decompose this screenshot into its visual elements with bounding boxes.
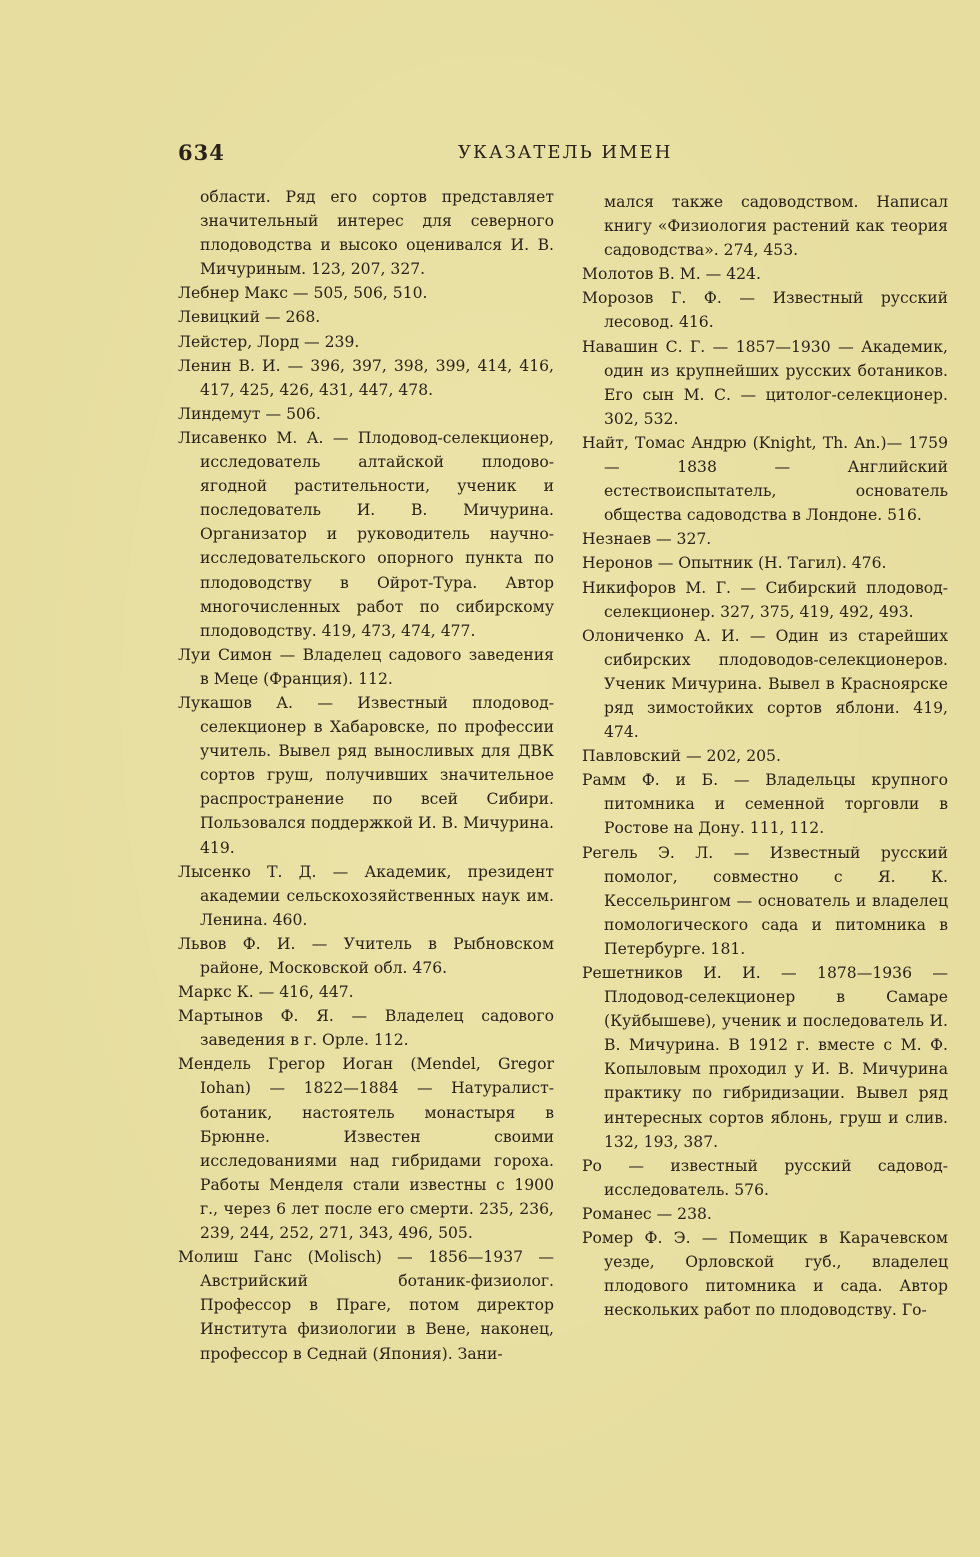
index-entry: Павловский — 202, 205. — [582, 747, 781, 766]
index-entry: Молиш Ганс (Molisch) — 1856—1937 — Австрийский ботаник-физиолог. Профессор в Праге, потом директор Института физиологии в Вене, наконец, профессор в Седнай (Япония). Зани- — [178, 1248, 554, 1363]
index-entry: Маркс К. — 416, 447. — [178, 983, 354, 1002]
index-entry: Мендель Грегор Иоган (Mendel, Gregor Iohan) — 1822—1884 — Натуралист-ботаник, настоятель монастыря в Брюнне. Известен своими исследованиями над гибридами гороха. Работы Менделя стали известны с 1900 г., через 6 лет после его смерти. 235, 236, 239, 244, 252, 271, 343, 496, 505. — [178, 1055, 554, 1243]
index-entry: Лейстер, Лорд — 239. — [178, 332, 360, 351]
index-entry: Лысенко Т. Д. — Академик, президент академии сельскохозяйственных наук им. Ленина. 460. — [178, 862, 554, 929]
page-header — [178, 140, 972, 170]
index-entry: Молотов В. М. — 424. — [582, 265, 761, 284]
index-entry: Лебнер Макс — 505, 506, 510. — [178, 284, 428, 303]
index-entry: Лисавенко М. А. — Плодовод-селекционер, исследователь алтайской плодово-ягодной растительности, ученик и последователь И. В. Мичурина. Организатор и руководитель научно-исследовательского опорного пункта по плодоводству в Ойрот-Тура. Автор многочисленных работ по сибирскому плодоводству. 419, 473, 474, 477. — [178, 428, 554, 640]
index-entry: Найт, Томас Андрю (Knight, Th. An.)— 1759— 1838 — Английский естествоиспытатель, основатель общества садоводства в Лондоне. 516. — [582, 433, 948, 525]
index-entry: Луи Симон — Владелец садового заведения в Меце (Франция). 112. — [178, 645, 554, 688]
index-entry: Морозов Г. Ф. — Известный русский лесовод. 416. — [582, 289, 948, 332]
index-entry: Рамм Ф. и Б. — Владельцы крупного питомника и семенной торговли в Ростове на Дону. 111, 112. — [582, 771, 948, 838]
index-entry: Мартынов Ф. Я. — Владелец садового заведения в г. Орле. 112. — [178, 1007, 554, 1050]
index-entry: Лукашов А. — Известный плодовод-селекционер в Хабаровске, по профессии учитель. Вывел ряд выносливых для ДВК сортов груш, получивших значительное распространение по всей Сибири. Пользовался поддержкой И. В. Мичурина. 419. — [178, 693, 554, 857]
index-entry: Львов Ф. И. — Учитель в Рыбновском районе, Московской обл. 476. — [178, 934, 554, 977]
page-number: 634 — [178, 140, 225, 165]
index-entry: Ленин В. И. — 396, 397, 398, 399, 414, 416, 417, 425, 426, 431, 447, 478. — [178, 356, 554, 399]
index-entry: Олониченко А. И. — Один из старейших сибирских плодоводов-селекционеров. Ученик Мичурина. Вывел в Красноярске ряд зимостойких сортов яблони. 419, 474. — [582, 626, 948, 742]
index-entry: Ромер Ф. Э. — Помещик в Карачевском уезде, Орловской губ., владелец плодового питомника и сада. Автор нескольких работ по плодоводству. Го- — [582, 1229, 948, 1320]
index-entry: Регель Э. Л. — Известный русский помолог, совместно с Я. К. Кессельрингом — основатель и владелец помологического сада и питомника в Петербурге. 181. — [582, 843, 948, 958]
index-entry: Никифоров М. Г. — Сибирский плодовод-селекционер. 327, 375, 419, 492, 493. — [582, 578, 948, 621]
index-entry: Навашин С. Г. — 1857—1930 — Академик, один из крупнейших русских ботаников. Его сын М. С. — цитолог-селекционер. 302, 532. — [582, 337, 948, 428]
index-entry: Решетников И. И. — 1878—1936 — Плодовод-селекционер в Самаре (Куйбышеве), ученик и последователь И. В. Мичурина. В 1912 г. вместе с М. Ф. Копыловым проходил у И. В. Мичурина практику по гибридизации. Вывел ряд интересных сортов яблонь, груш и слив. 132, 193, 387. — [582, 964, 948, 1151]
index-entry: Левицкий — 268. — [178, 308, 321, 327]
index-entry: Ро — известный русский садовод-исследователь. 576. — [582, 1156, 948, 1199]
index-entry: Романес — 238. — [582, 1204, 712, 1223]
running-title: УКАЗАТЕЛЬ ИМЕН — [458, 142, 673, 163]
right-column — [582, 190, 948, 1322]
index-entry: мался также садоводством. Написал книгу «Физиология растений как теория садоводства». 274, 453. — [604, 193, 948, 260]
index-entry: Неронов — Опытник (Н. Тагил). 476. — [582, 554, 887, 573]
index-entry: области. Ряд его сортов представляет значительный интерес для северного плодоводства и высоко оценивался И. В. Мичуриным. 123, 207, 327. — [200, 188, 554, 279]
left-column — [178, 185, 554, 1366]
index-entry: Линдемут — 506. — [178, 404, 321, 423]
index-entry: Незнаев — 327. — [582, 530, 712, 549]
